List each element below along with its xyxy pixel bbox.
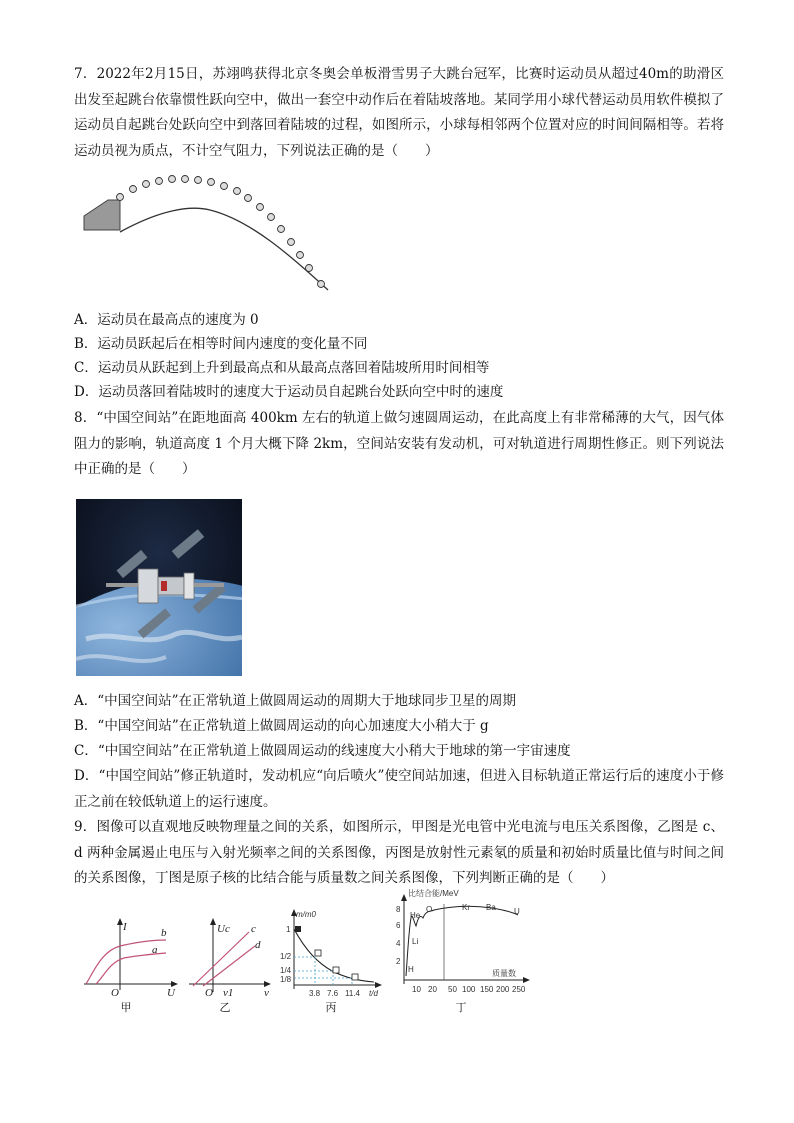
bing-ytick-1: 1/2 bbox=[280, 952, 292, 961]
bing-xtick-2: 7.6 bbox=[327, 989, 339, 998]
figure-jia-photocurrent bbox=[82, 916, 182, 998]
ball-1 bbox=[117, 194, 124, 201]
nuclide-u: U bbox=[514, 907, 520, 916]
ramp-shape bbox=[84, 200, 120, 230]
ball-10 bbox=[234, 188, 241, 195]
ball-15 bbox=[288, 239, 295, 246]
ding-xtick-10: 10 bbox=[412, 985, 421, 994]
bing-xtick-1: 3.8 bbox=[309, 989, 321, 998]
ski-jump-trajectory-figure bbox=[80, 170, 340, 295]
q7-option-a: A．运动员在最高点的速度为 0 bbox=[74, 312, 259, 328]
ding-ytick-6: 6 bbox=[396, 921, 401, 930]
marker-1 bbox=[295, 926, 301, 932]
decay-curve bbox=[294, 929, 374, 982]
q8-option-a: A．“中国空间站”在正常轨道上做圆周运动的周期大于地球同步卫星的周期 bbox=[74, 693, 517, 709]
yi-xlabel: ν bbox=[264, 987, 269, 998]
figure-yi-stopping-voltage bbox=[185, 916, 275, 998]
yi-line-d-label: d bbox=[255, 939, 261, 951]
ball-14 bbox=[278, 226, 285, 233]
marker-3 bbox=[333, 967, 339, 973]
ball-8 bbox=[208, 179, 215, 186]
q8-option-c: C．“中国空间站”在正常轨道上做圆周运动的线速度大小稍大于地球的第一宇宙速度 bbox=[74, 743, 571, 759]
q8-option-d: D．“中国空间站”修正轨道时，发动机应“向后喷火”使空间站加速，但进入目标轨道正常运行后的速度小于修正之前在较低轨道上的运行速度。 bbox=[74, 768, 724, 810]
q7-option-b: B．运动员跃起后在相等时间内速度的变化量不同 bbox=[74, 336, 368, 352]
ding-xtick-20: 20 bbox=[428, 985, 437, 994]
jia-curve-a-label: a bbox=[152, 944, 158, 956]
jia-ylabel: I bbox=[123, 921, 127, 933]
jia-origin: O bbox=[111, 987, 119, 998]
jia-xlabel: U bbox=[167, 987, 175, 998]
bing-y1: 1 bbox=[286, 925, 291, 934]
question-7-stem: 7．2022年2月15日，苏翊鸣获得北京冬奥会单板滑雪男子大跳台冠军，比赛时运动员从超过40m的助滑区出发至起跳台依靠惯性跃向空中，做出一套空中动作后在着陆坡落地。某同学用小球代替运动员用软件模拟了运动员自起跳台处跃向空中到落回着陆坡的过程，如图所示，小球每相邻两个位置对应的时间间隔相等。若将运动员视为质点，不计空气阻力，下列说法正确的是（ ） bbox=[74, 66, 724, 159]
ding-xtick-100: 100 bbox=[462, 985, 476, 994]
yi-ylabel: Uc bbox=[217, 923, 230, 935]
slope-curve bbox=[120, 208, 328, 290]
ball-5 bbox=[169, 176, 176, 183]
ball-16 bbox=[297, 252, 304, 259]
ball-7 bbox=[195, 177, 202, 184]
yi-tick: ν1 bbox=[223, 987, 234, 998]
ding-ytick-8: 8 bbox=[396, 905, 401, 914]
figure-ding-binding-energy bbox=[392, 888, 534, 996]
question-8-stem: 8．“中国空间站”在距地面高 400km 左右的轨道上做匀速圆周运动，在此高度上有非常稀薄的大气，因气体阻力的影响，轨道高度 1 个月大概下降 2km，空间站安装有发动机，可对轨道进行周期性修正。则下列说法中正确的是（ ） bbox=[74, 410, 724, 477]
figure-bing-radon-decay bbox=[278, 905, 388, 999]
q8-option-b: B．“中国空间站”在正常轨道上做圆周运动的向心加速度大小稍大于 g bbox=[74, 718, 489, 734]
bing-xlabel: t/d bbox=[369, 989, 378, 998]
nuclide-he: He bbox=[410, 911, 421, 920]
jia-caption: 甲 bbox=[120, 1001, 132, 1014]
ball-13 bbox=[268, 214, 275, 221]
binding-energy-curve bbox=[406, 906, 518, 976]
ding-xtick-50: 50 bbox=[448, 985, 457, 994]
ding-caption: 丁 bbox=[455, 1001, 467, 1014]
jia-curve-b-label: b bbox=[161, 927, 167, 939]
yi-caption: 乙 bbox=[219, 1001, 231, 1014]
ball-17 bbox=[306, 265, 313, 272]
bing-ylabel: m/m0 bbox=[296, 910, 316, 919]
ding-xtick-150: 150 bbox=[480, 985, 494, 994]
ball-11 bbox=[245, 195, 252, 202]
yi-origin: O bbox=[205, 987, 213, 998]
curve-a bbox=[96, 953, 166, 984]
ding-ylabel: 比结合能/MeV bbox=[408, 889, 459, 898]
ball-2 bbox=[130, 186, 137, 193]
ding-xtick-250: 250 bbox=[512, 985, 526, 994]
bing-xtick-3: 11.4 bbox=[345, 989, 360, 998]
ball-3 bbox=[143, 181, 150, 188]
ball-4 bbox=[156, 178, 163, 185]
question-9-stem: 9．图像可以直观地反映物理量之间的关系，如图所示，甲图是光电管中光电流与电压关系图像，乙图是 c、d 两种金属遏止电压与入射光频率之间的关系图像，丙图是放射性元素氡的质量和初始时质量比值与时间之间的关系图像，丁图是原子核的比结合能与质量数之间关系图像，下列判断正确的是（ ） bbox=[74, 819, 724, 886]
nuclide-o: O bbox=[426, 905, 433, 914]
ding-xtick-200: 200 bbox=[496, 985, 510, 994]
bing-ytick-2: 1/4 bbox=[280, 966, 292, 975]
marker-4 bbox=[352, 974, 358, 980]
ball-12 bbox=[257, 204, 264, 211]
marker-2 bbox=[315, 950, 321, 956]
yi-line-c-label: c bbox=[251, 923, 256, 935]
nuclide-ba: Ba bbox=[486, 903, 496, 912]
nuclide-kr: Kr bbox=[462, 903, 470, 912]
ball-18 bbox=[318, 281, 325, 288]
space-station-photo bbox=[76, 499, 242, 676]
bing-ytick-3: 1/8 bbox=[280, 975, 292, 984]
ball-9 bbox=[221, 183, 228, 190]
nuclide-h: H bbox=[408, 965, 414, 974]
q7-option-c: C．运动员从跃起到上升到最高点和从最高点落回着陆坡所用时间相等 bbox=[74, 360, 490, 376]
ball-6 bbox=[182, 176, 189, 183]
line-c bbox=[193, 932, 249, 986]
ding-xlabel: 质量数 bbox=[492, 969, 516, 978]
ding-ytick-2: 2 bbox=[396, 957, 401, 966]
ball-positions bbox=[117, 176, 325, 288]
nuclide-li: Li bbox=[412, 937, 419, 946]
bing-caption: 丙 bbox=[325, 1001, 337, 1014]
ding-ytick-4: 4 bbox=[396, 939, 401, 948]
q7-option-d: D．运动员落回着陆坡时的速度大于运动员自起跳台处跃向空中时的速度 bbox=[74, 384, 504, 400]
